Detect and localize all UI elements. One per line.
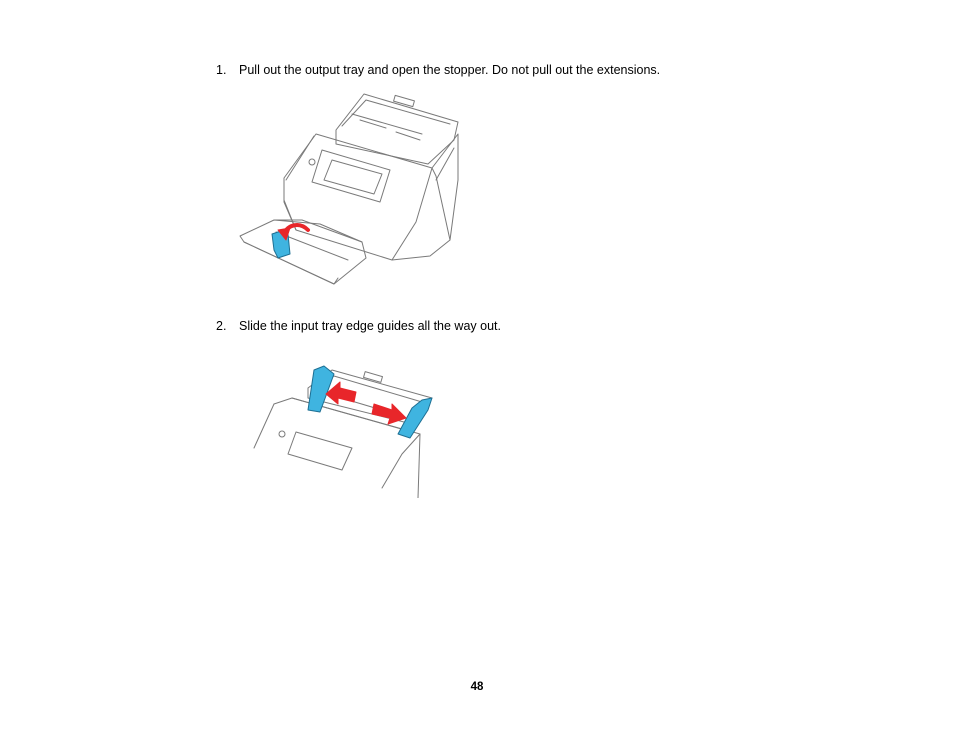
scanner-output-tray-illustration — [236, 90, 468, 286]
step-text: Slide the input tray edge guides all the way out. — [239, 319, 501, 333]
scanner-edge-guides-illustration — [252, 364, 436, 498]
step-text: Pull out the output tray and open the stopper. Do not pull out the extensions. — [239, 63, 661, 77]
step-number: 1. — [216, 63, 227, 77]
step-number: 2. — [216, 319, 227, 333]
page-number: 48 — [470, 681, 484, 693]
